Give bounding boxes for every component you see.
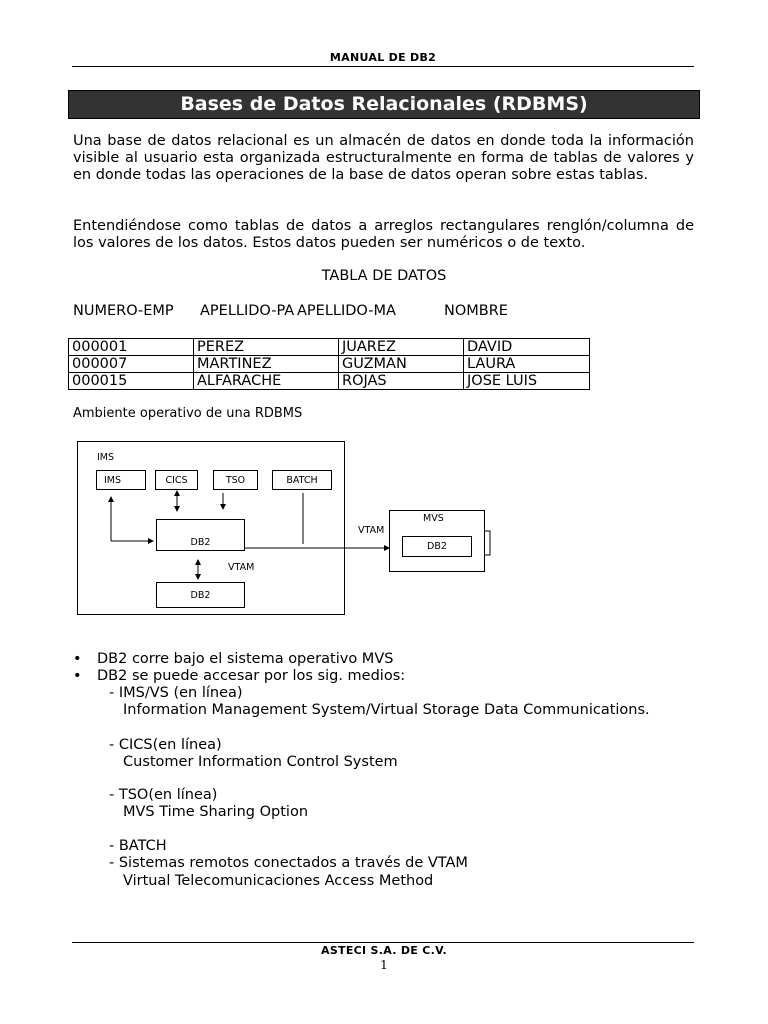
table-cell: JUAREZ (339, 339, 464, 356)
table-cell: JOSE LUIS (464, 373, 590, 390)
arrowhead (148, 538, 154, 544)
bullet-dot: • (73, 651, 82, 667)
table-cell: 000007 (69, 356, 194, 373)
db2-main-box: DB2 (156, 519, 245, 551)
tso-box: TSO (213, 470, 258, 490)
column-header-numero-emp: NUMERO-EMP (73, 303, 174, 319)
access-method-desc: Virtual Telecomunicaciones Access Method (123, 873, 434, 889)
page-header: MANUAL DE DB2 (329, 51, 437, 64)
bullet-item: DB2 se puede accesar por los sig. medios: (97, 668, 406, 684)
page-number: 1 (380, 958, 388, 972)
access-method-name: - BATCH (109, 838, 167, 854)
diagram-caption: Ambiente operativo de una RDBMS (73, 406, 303, 421)
column-header-nombre: NOMBRE (444, 303, 508, 319)
mvs-db2-box: DB2 (402, 536, 472, 557)
table-cell: 000001 (69, 339, 194, 356)
table-cell: MARTINEZ (194, 356, 339, 373)
footer-rule (72, 942, 694, 943)
arrowhead (108, 496, 114, 502)
table-cell: GUZMAN (339, 356, 464, 373)
table-cell: ROJAS (339, 373, 464, 390)
table-caption: TABLA DE DATOS (321, 268, 447, 284)
access-method-desc: Customer Information Control System (123, 754, 398, 770)
table-cell: 000015 (69, 373, 194, 390)
definition-paragraph: Entendiéndose como tablas de datos a arreglos rectangulares renglón/columna de los valores de los datos. Estos datos pueden ser numéricos o de texto. (73, 218, 694, 251)
access-method-desc: Information Management System/Virtual Storage Data Communications. (123, 702, 650, 718)
batch-box: BATCH (272, 470, 332, 490)
access-method-name: - IMS/VS (en línea) (109, 685, 243, 701)
column-header-apellido-ma: APELLIDO-MA (297, 303, 396, 319)
arrowhead (174, 490, 180, 496)
arrowhead (174, 506, 180, 512)
arrowhead (195, 559, 201, 565)
bullet-item: DB2 corre bajo el sistema operativo MVS (97, 651, 394, 667)
vtam-upper-label: VTAM (358, 525, 385, 536)
access-method-name: - TSO(en línea) (109, 787, 218, 803)
ims-box: IMS (96, 470, 146, 490)
table-cell: DAVID (464, 339, 590, 356)
arrowhead (220, 504, 226, 510)
table-cell: LAURA (464, 356, 590, 373)
ims-group-label: IMS (97, 452, 115, 463)
arrowhead (195, 574, 201, 580)
cics-box: CICS (155, 470, 198, 490)
vtam-lower-label: VTAM (228, 562, 255, 573)
section-title: Bases de Datos Relacionales (RDBMS) (68, 90, 700, 119)
table-cell: PEREZ (194, 339, 339, 356)
footer-company: ASTECI S.A. DE C.V. (321, 944, 447, 957)
table-cell: ALFARACHE (194, 373, 339, 390)
access-method-name: - CICS(en línea) (109, 737, 222, 753)
db2-lower-box: DB2 (156, 582, 245, 608)
access-method-desc: MVS Time Sharing Option (123, 804, 309, 820)
access-method-name: - Sistemas remotos conectados a través de VTAM (109, 855, 468, 871)
column-header-apellido-pa: APELLIDO-PA (200, 303, 295, 319)
mvs-label: MVS (423, 513, 444, 524)
intro-paragraph: Una base de datos relacional es un almacén de datos en donde toda la información visible al usuario esta organizada estructuralmente en forma de tablas de valores y en donde todas las operaciones de la base de datos operan sobre estas tablas. (73, 133, 694, 183)
bullet-dot: • (73, 668, 82, 684)
